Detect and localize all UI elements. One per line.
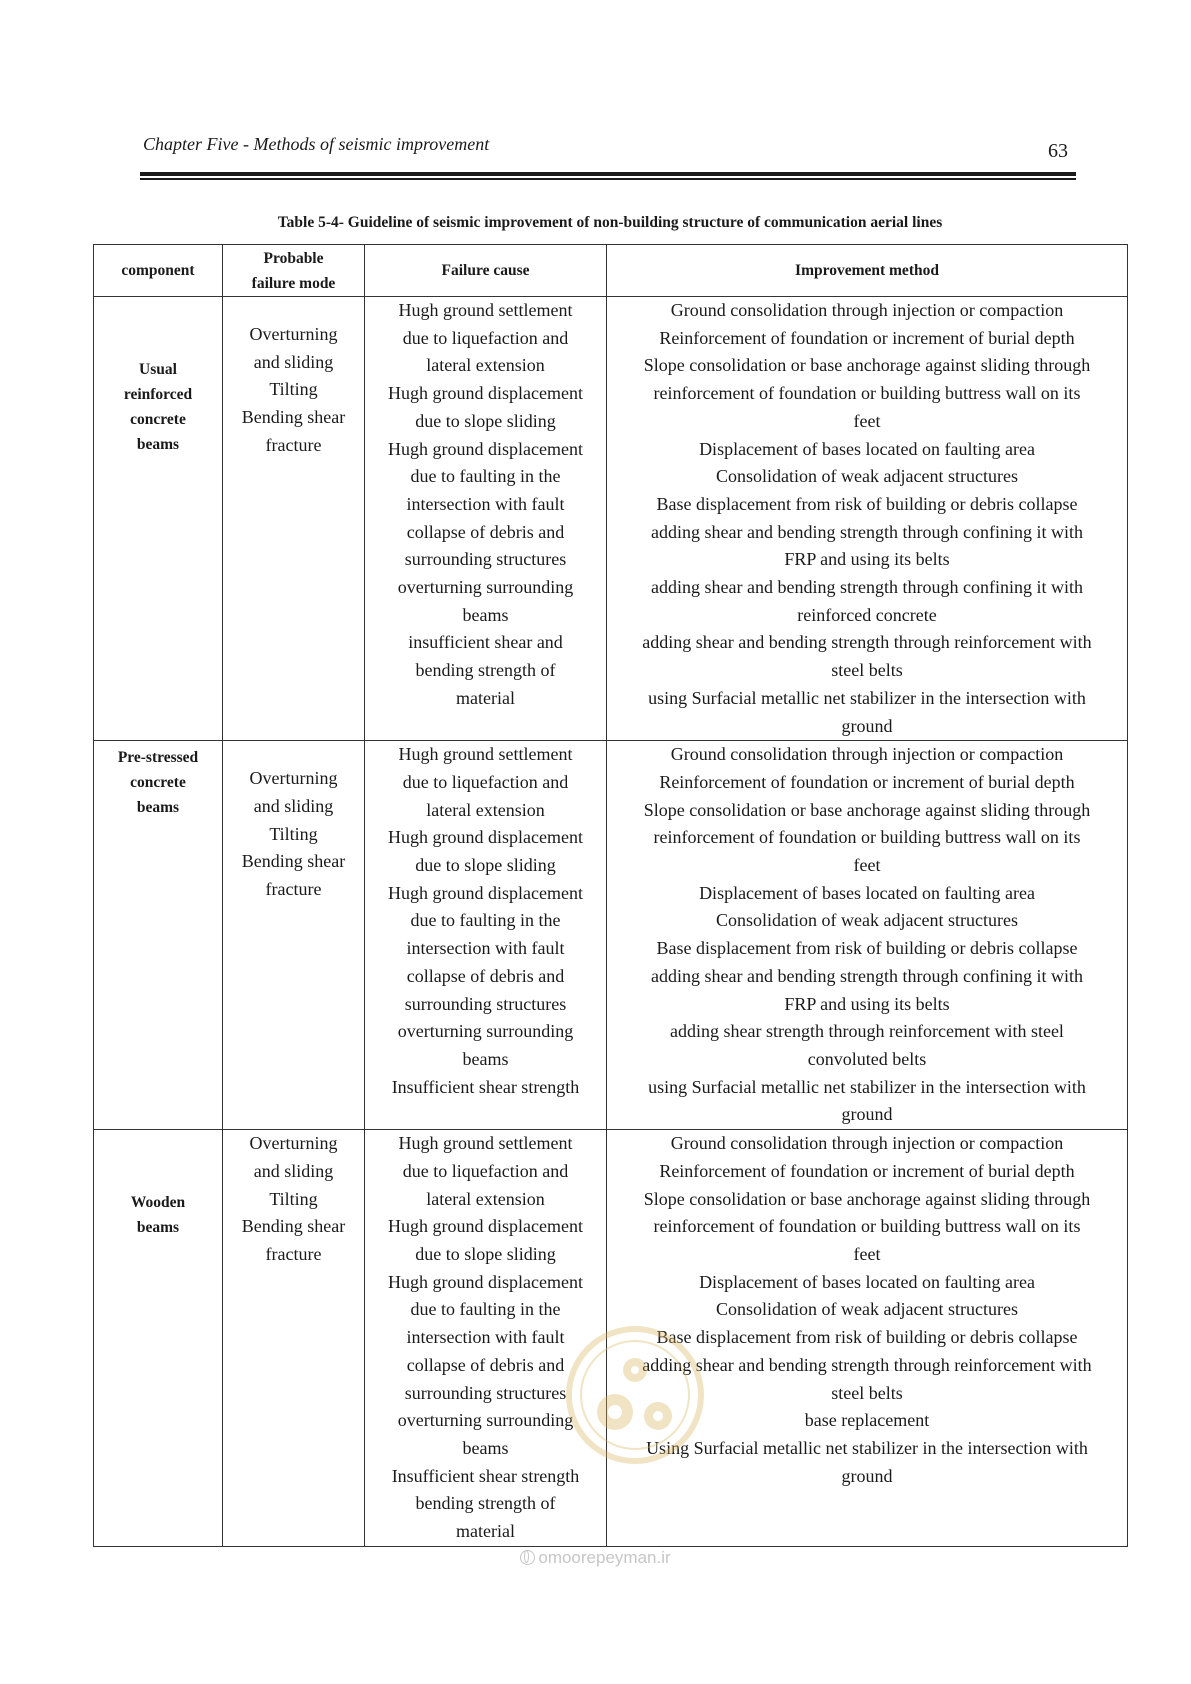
improvement-cell	[607, 1130, 1128, 1547]
improvement-line: adding shear and bending strength through reinforcement with	[642, 632, 1092, 653]
globe-icon	[520, 1550, 535, 1565]
failure-mode-line: Bending shear	[241, 1216, 346, 1237]
component-line: beams	[136, 799, 180, 817]
improvement-line: steel belts	[831, 1382, 903, 1403]
improvement-line: using Surfacial metallic net stabilizer in the intersection with	[648, 687, 1086, 708]
failure-mode-line: Tilting	[269, 1188, 318, 1209]
failure-cause-line: intersection with fault	[406, 1327, 565, 1348]
improvement-line: Displacement of bases located on faulting area	[699, 1271, 1035, 1292]
improvement-line: feet	[853, 1244, 881, 1265]
failure-cause-line: lateral extension	[426, 1188, 545, 1209]
improvement-line: Ground consolidation through injection or compaction	[670, 744, 1064, 765]
improvement-line: Using Surfacial metallic net stabilizer in the intersection with	[646, 1437, 1088, 1458]
component-cell	[94, 297, 223, 741]
improvement-line: Consolidation of weak adjacent structures	[716, 910, 1018, 931]
improvement-line: Base displacement from risk of building or debris collapse	[656, 493, 1078, 514]
failure-mode-line: Overturning	[249, 324, 338, 344]
improvement-line: convoluted belts	[807, 1048, 927, 1069]
header-component: component	[94, 245, 223, 297]
failure-cause-line: Hugh ground settlement	[398, 744, 573, 765]
failure-cause-line: due to liquefaction and	[402, 1160, 569, 1181]
failure-cause-line: lateral extension	[426, 799, 545, 820]
improvement-line: FRP and using its belts	[784, 993, 950, 1014]
failure-cause-line: overturning surrounding	[397, 577, 574, 598]
failure-cause-line: Hugh ground displacement	[388, 827, 583, 848]
page-number: 63	[1048, 140, 1068, 162]
failure-mode-line: fracture	[265, 1244, 322, 1265]
failure-cause-line: surrounding structures	[404, 549, 567, 570]
table-header-row	[94, 245, 1128, 297]
failure-mode-cell	[223, 297, 365, 741]
failure-cause-line: material	[456, 1521, 515, 1542]
component-line: beams	[136, 436, 180, 453]
improvement-line: Slope consolidation or base anchorage against sliding through	[643, 799, 1091, 820]
failure-cause-line: surrounding structures	[404, 1382, 567, 1403]
failure-cause-line: due to liquefaction and	[402, 327, 569, 348]
component-line: Usual	[139, 361, 177, 378]
failure-cause-line: Hugh ground displacement	[388, 383, 583, 404]
header-failure-mode-line: Probable	[263, 249, 324, 267]
failure-mode-line: Bending shear	[241, 407, 346, 428]
failure-cause-line: bending strength of	[415, 1493, 556, 1514]
failure-cause-line: Hugh ground displacement	[388, 882, 583, 903]
failure-cause-line: overturning surrounding	[397, 1410, 574, 1431]
failure-cause-line: Hugh ground settlement	[398, 300, 573, 320]
header-rule-thick	[140, 172, 1076, 176]
improvement-line: adding shear strength through reinforcement with steel	[670, 1021, 1064, 1042]
failure-cause-line: bending strength of	[415, 660, 556, 681]
component-line: Pre-stressed	[117, 749, 199, 767]
failure-mode-line: Bending shear	[241, 851, 346, 872]
component-line: beams	[136, 1219, 180, 1237]
improvement-line: Consolidation of weak adjacent structures	[716, 466, 1018, 487]
failure-mode-line: Tilting	[269, 823, 318, 844]
failure-cause-line: due to faulting in the	[410, 1299, 561, 1320]
failure-cause-line: due to faulting in the	[410, 910, 561, 931]
component-cell	[94, 741, 223, 1130]
improvement-line: reinforcement of foundation or building buttress wall on its	[653, 1216, 1081, 1237]
failure-cause-line: surrounding structures	[404, 993, 567, 1014]
component-line: Wooden	[130, 1194, 186, 1212]
failure-cause-line: collapse of debris and	[406, 1354, 565, 1375]
improvement-line: Ground consolidation through injection or compaction	[670, 1133, 1064, 1154]
failure-cause-line: due to faulting in the	[410, 466, 561, 487]
improvement-line: FRP and using its belts	[784, 549, 950, 570]
failure-mode-line: fracture	[265, 879, 322, 900]
improvement-line: Ground consolidation through injection or compaction	[670, 300, 1064, 320]
improvement-line: adding shear and bending strength through confining it with	[651, 965, 1083, 986]
improvement-line: adding shear and bending strength through confining it with	[651, 521, 1083, 542]
failure-mode-line: Overturning	[249, 1133, 338, 1154]
header-failure-cause: Failure cause	[365, 245, 607, 297]
component-line: concrete	[130, 411, 186, 428]
table-row	[94, 1130, 1128, 1547]
failure-cause-line: Hugh ground displacement	[388, 438, 583, 459]
failure-cause-line: Insufficient shear strength	[391, 1465, 580, 1486]
component-cell	[94, 1130, 223, 1547]
failure-mode-line: and sliding	[253, 1160, 334, 1181]
header-failure-mode	[223, 245, 365, 297]
improvement-line: reinforced concrete	[797, 604, 937, 625]
improvement-line: ground	[841, 1465, 893, 1486]
component-line: reinforced	[123, 386, 193, 403]
failure-cause-line: due to liquefaction and	[402, 771, 569, 792]
improvement-cell	[607, 297, 1128, 741]
failure-cause-line: collapse of debris and	[406, 965, 565, 986]
failure-cause-line: lateral extension	[426, 355, 545, 376]
failure-mode-cell	[223, 741, 365, 1130]
improvement-line: Reinforcement of foundation or increment of burial depth	[659, 771, 1075, 792]
failure-cause-cell	[365, 297, 607, 741]
failure-cause-cell	[365, 1130, 607, 1547]
improvement-cell	[607, 741, 1128, 1130]
header-rule-thin	[140, 178, 1076, 180]
failure-cause-line: Hugh ground displacement	[388, 1271, 583, 1292]
improvement-line: feet	[853, 855, 881, 876]
improvement-line: adding shear and bending strength through confining it with	[651, 577, 1083, 598]
improvement-line: Displacement of bases located on faulting area	[699, 438, 1035, 459]
site-watermark-text: omoorepeyman.ir	[538, 1548, 671, 1567]
improvement-line: Slope consolidation or base anchorage against sliding through	[643, 1188, 1091, 1209]
improvement-line: using Surfacial metallic net stabilizer in the intersection with	[648, 1076, 1086, 1097]
failure-cause-line: Hugh ground displacement	[388, 1216, 583, 1237]
chapter-title: Chapter Five - Methods of seismic improvement	[143, 134, 490, 154]
failure-cause-line: due to slope sliding	[415, 1244, 556, 1265]
improvement-line: reinforcement of foundation or building buttress wall on its	[653, 383, 1081, 404]
failure-cause-line: Hugh ground settlement	[398, 1133, 573, 1154]
page-header	[140, 134, 1076, 174]
failure-mode-line: Tilting	[269, 379, 318, 400]
failure-cause-line: overturning surrounding	[397, 1021, 574, 1042]
failure-cause-line: beams	[462, 1048, 509, 1069]
component-line: concrete	[130, 774, 186, 792]
failure-cause-line: due to slope sliding	[415, 855, 556, 876]
failure-mode-line: and sliding	[253, 795, 334, 816]
failure-mode-cell	[223, 1130, 365, 1547]
failure-cause-line: beams	[462, 604, 509, 625]
improvement-line: Base displacement from risk of building or debris collapse	[656, 938, 1078, 959]
improvement-line: base replacement	[804, 1410, 930, 1431]
guideline-table	[93, 244, 1128, 1547]
failure-cause-line: beams	[462, 1437, 509, 1458]
improvement-line: feet	[853, 410, 881, 431]
improvement-line: reinforcement of foundation or building buttress wall on its	[653, 827, 1081, 848]
failure-cause-line: material	[456, 687, 515, 708]
failure-cause-cell	[365, 741, 607, 1130]
improvement-line: Slope consolidation or base anchorage against sliding through	[643, 355, 1091, 376]
improvement-line: Reinforcement of foundation or increment of burial depth	[659, 327, 1075, 348]
site-watermark	[0, 1548, 1191, 1568]
table-row	[94, 297, 1128, 741]
improvement-line: Reinforcement of foundation or increment of burial depth	[659, 1160, 1075, 1181]
improvement-line: Consolidation of weak adjacent structures	[716, 1299, 1018, 1320]
improvement-line: adding shear and bending strength through reinforcement with	[642, 1354, 1092, 1375]
failure-mode-line: Overturning	[249, 768, 338, 789]
failure-mode-line: and sliding	[253, 351, 334, 372]
improvement-line: steel belts	[831, 660, 903, 681]
improvement-line: ground	[841, 1104, 893, 1125]
failure-cause-line: insufficient shear and	[408, 632, 563, 653]
header-improvement: Improvement method	[607, 245, 1128, 297]
failure-cause-line: intersection with fault	[406, 938, 565, 959]
failure-cause-line: collapse of debris and	[406, 521, 565, 542]
table-caption: Table 5-4- Guideline of seismic improvement of non-building structure of communication aerial lines	[277, 214, 943, 231]
failure-mode-line: fracture	[265, 434, 322, 455]
improvement-line: Base displacement from risk of building or debris collapse	[656, 1327, 1078, 1348]
failure-cause-line: Insufficient shear strength	[391, 1076, 580, 1097]
failure-cause-line: intersection with fault	[406, 493, 565, 514]
header-failure-mode-line: failure mode	[251, 274, 336, 292]
improvement-line: Displacement of bases located on faulting area	[699, 882, 1035, 903]
table-row	[94, 741, 1128, 1130]
failure-cause-line: due to slope sliding	[415, 410, 556, 431]
improvement-line: ground	[841, 715, 893, 736]
